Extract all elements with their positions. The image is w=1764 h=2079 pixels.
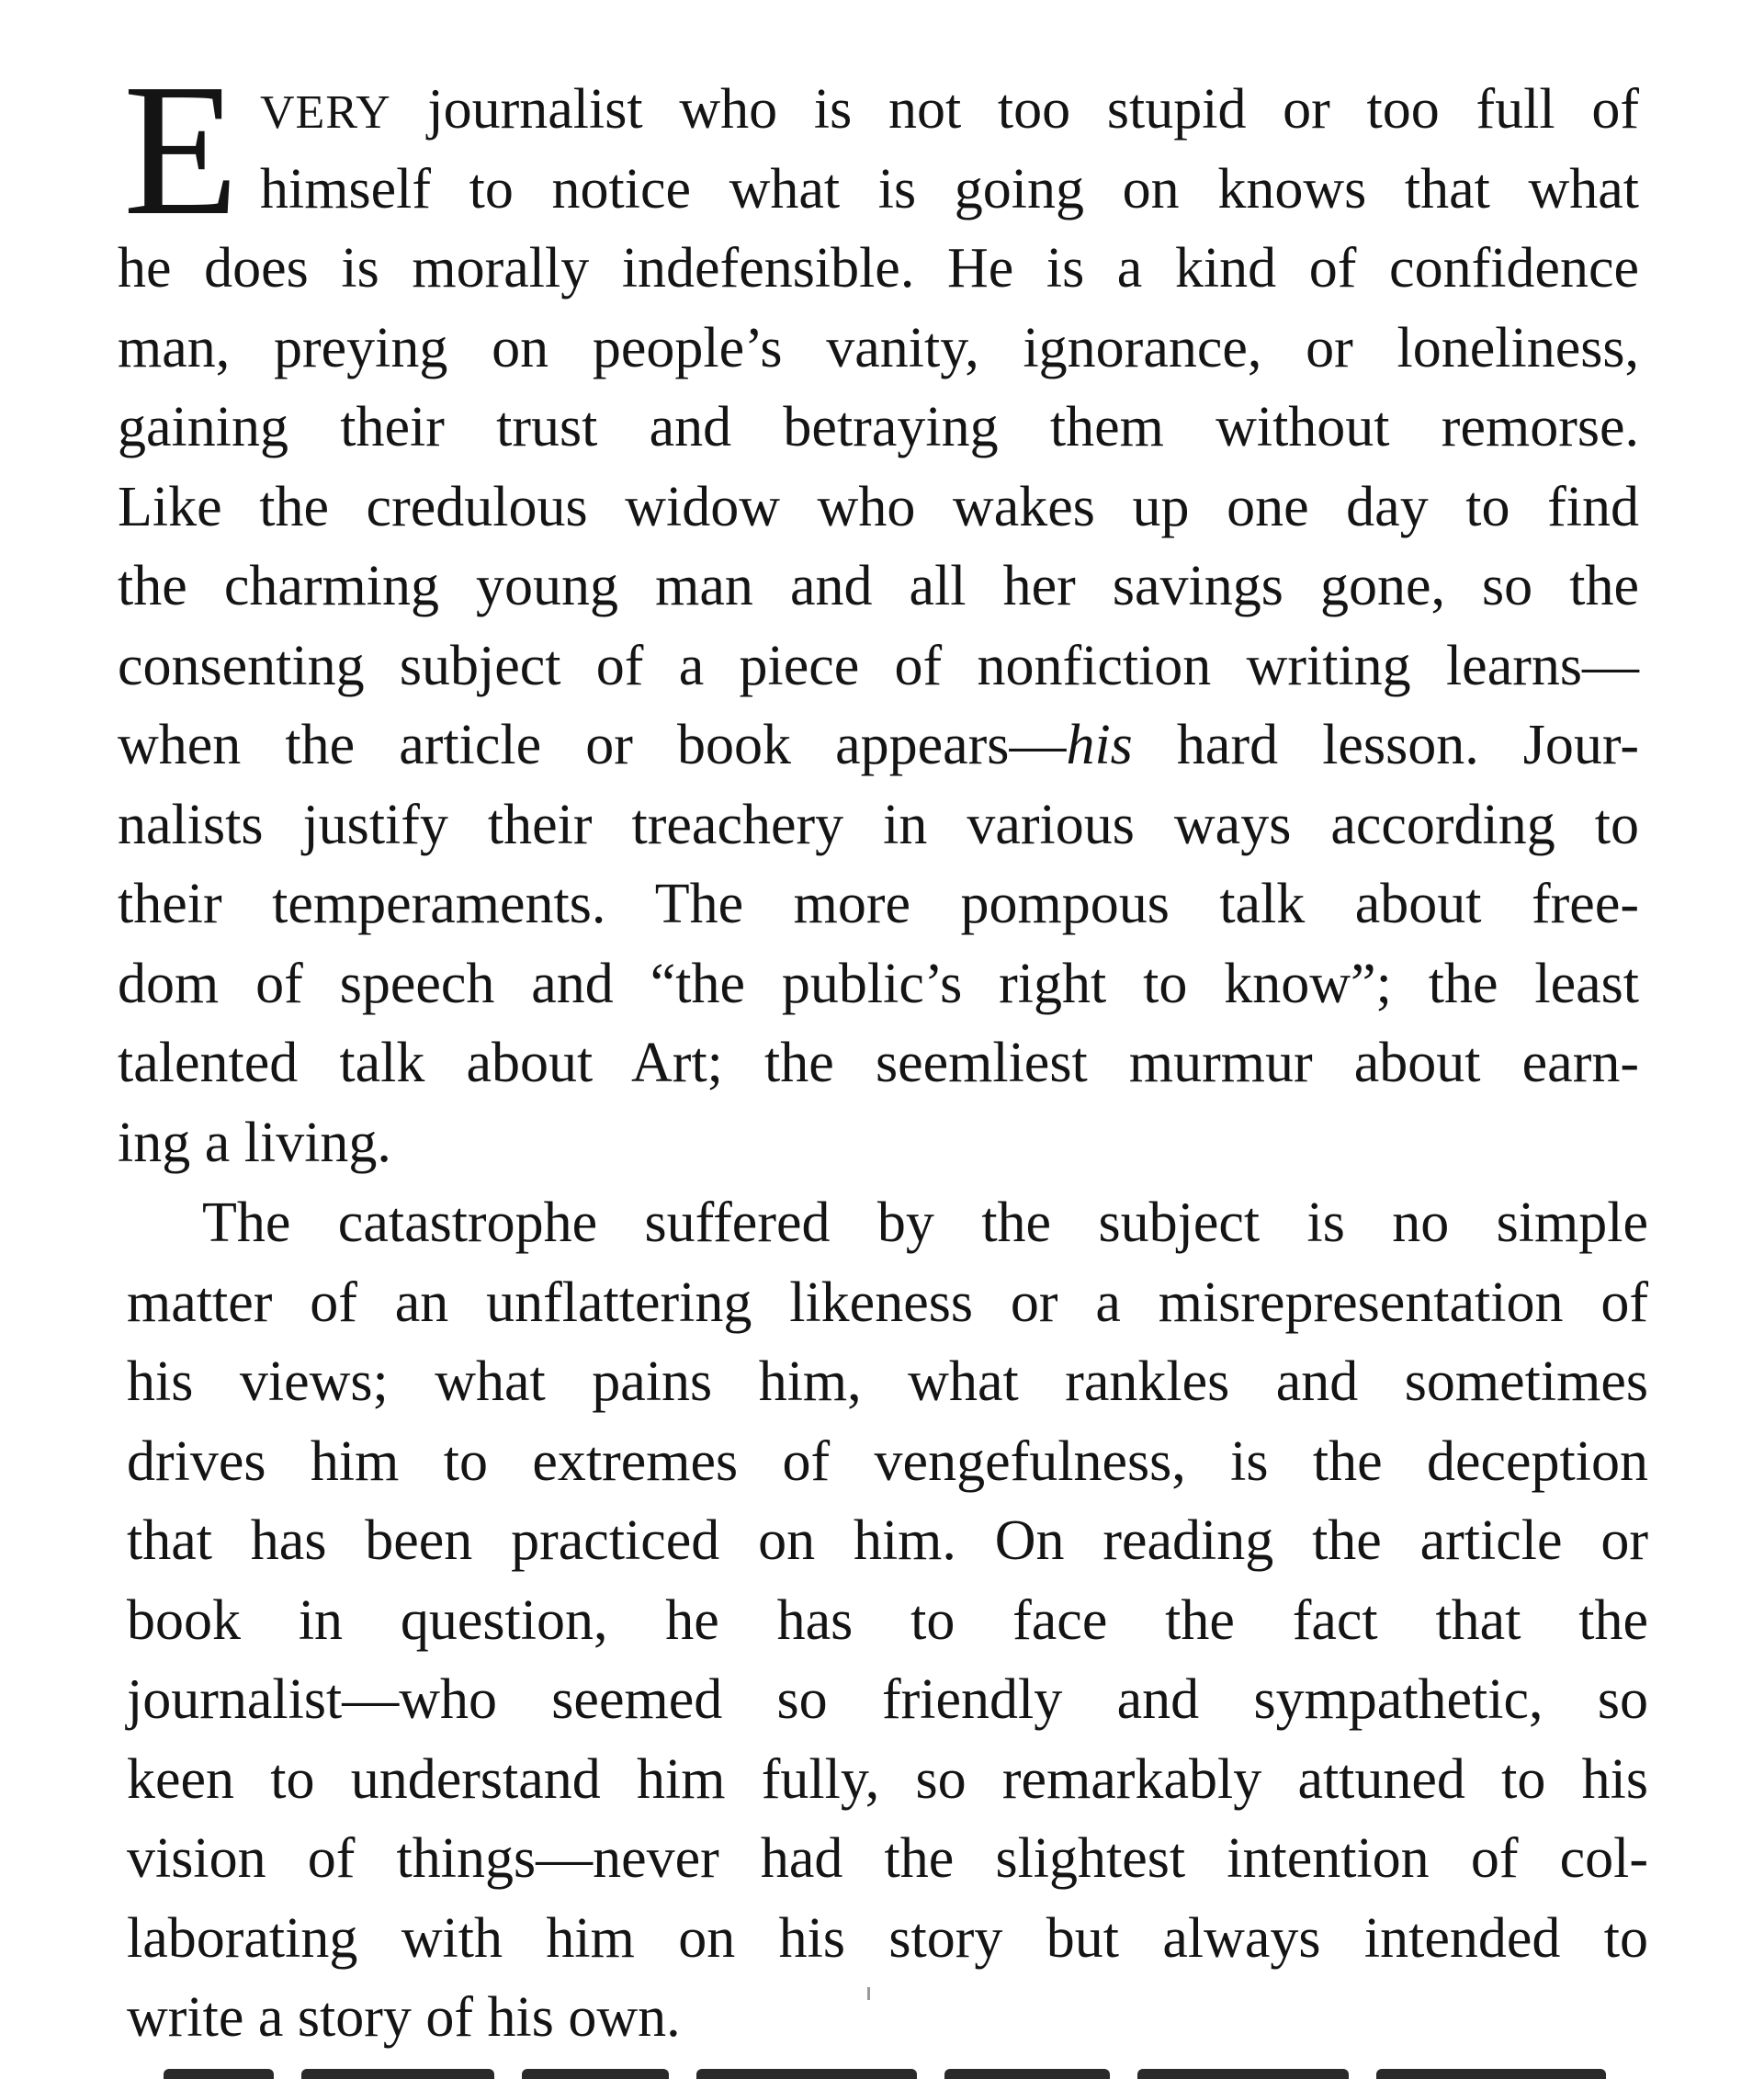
text-line: consenting subject of a piece of nonfiction writing learns— <box>118 634 1639 697</box>
small-caps-word: VERY <box>260 86 391 139</box>
text-line: journalist—who seemed so friendly and sympathetic, so <box>127 1668 1648 1731</box>
text-line: laborating with him on his story but always intended to <box>127 1906 1648 1970</box>
cropped-next-line <box>127 2054 1648 2079</box>
text-line: himself to notice what is going on knows that what <box>260 157 1639 220</box>
text-line <box>118 706 1639 785</box>
italic-word: his <box>1066 714 1133 776</box>
text-line: keen to understand him fully, so remarkably attuned to his <box>127 1747 1648 1811</box>
text-line: Like the credulous widow who wakes up one day to find <box>118 475 1639 538</box>
text-line: their temperaments. The more pompous talk about free- <box>118 873 1639 935</box>
text-line: that has been practiced on him. On reading the article or <box>127 1509 1648 1572</box>
text-line: matter of an unflattering likeness or a misrepresentation of <box>127 1271 1648 1334</box>
text-line: vision of things—never had the slightest intention of col- <box>127 1827 1648 1890</box>
text-line: The catastrophe suffered by the subject is no simple <box>202 1192 1648 1254</box>
text-line: ing a living. <box>118 1111 391 1174</box>
text-line: book in question, he has to face the fact that the <box>127 1588 1648 1652</box>
text-line: talented talk about Art; the seemliest murmur about earn- <box>118 1032 1639 1094</box>
line-text: hard lesson. Jour- <box>1132 714 1639 776</box>
text-line: the charming young man and all her savings gone, so the <box>118 555 1639 617</box>
text-line: his views; what pains him, what rankles and sometimes <box>127 1350 1648 1413</box>
paragraph-1 <box>118 44 1639 1182</box>
text-line: drives him to extremes of vengefulness, is the deception <box>127 1429 1648 1493</box>
text-line: nalists justify their treachery in various ways according to <box>118 793 1639 856</box>
line-text: journalist who is not too stupid or too full of <box>390 78 1639 141</box>
scan-speck <box>867 1987 870 2000</box>
text-line: gaining their trust and betraying them without remorse. <box>118 396 1639 458</box>
paragraph-2 <box>127 1183 1648 2058</box>
line-text: when the article or book appears— <box>118 714 1067 776</box>
text-line: write a story of his own. <box>127 1986 681 2049</box>
text-line: he does is morally indefensible. He is a kind of confidence <box>118 237 1639 299</box>
drop-cap: E <box>123 44 239 254</box>
text-line <box>118 70 1639 150</box>
text-line: man, preying on people’s vanity, ignorance, or loneliness, <box>118 316 1639 379</box>
text-line: dom of speech and “the public’s right to know”; the least <box>118 952 1639 1015</box>
